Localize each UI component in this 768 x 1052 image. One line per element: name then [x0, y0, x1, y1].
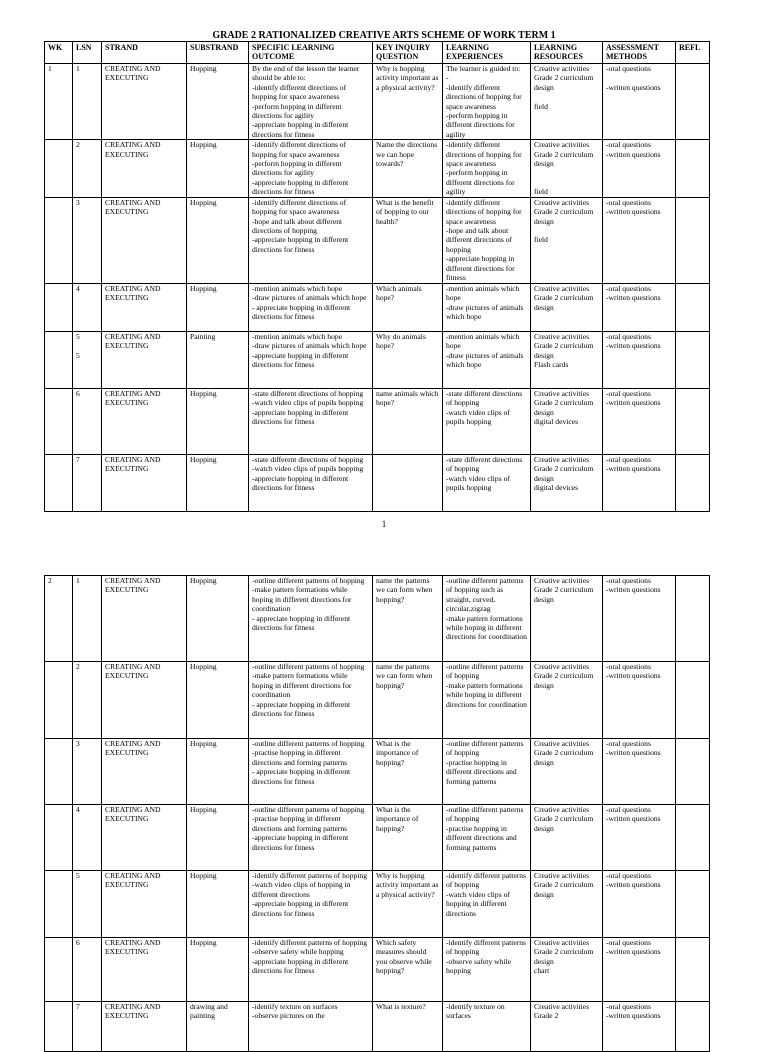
cell-learning-resources: Creative activities Grade 2 curriculum design — [531, 871, 603, 938]
cell-week: 1 — [45, 64, 73, 140]
cell-assessment-methods: -oral questions -written questions — [603, 64, 676, 140]
cell-strand: CREATING AND EXECUTING — [102, 576, 187, 662]
table-row — [45, 331, 710, 388]
table-row — [45, 140, 710, 197]
cell-learning-resources: Creative activities Grade 2 curriculum design digital devices — [531, 454, 603, 511]
cell-reflection — [676, 64, 710, 140]
cell-week: 2 — [45, 576, 73, 662]
cell-strand: CREATING AND EXECUTING — [102, 388, 187, 454]
cell-strand: CREATING AND EXECUTING — [102, 331, 187, 388]
cell-learning-outcome: -outline different patterns of hopping -make pattern formations while hoping in different directions for coordination - appreciate hopping in different directions for fitness — [249, 576, 373, 662]
cell-strand: CREATING AND EXECUTING — [102, 140, 187, 197]
cell-lesson: 5 — [73, 871, 102, 938]
cell-learning-experiences: -outline different patterns of hopping -make pattern formations while hoping in different directions for coordination — [443, 662, 531, 739]
cell-learning-resources: Creative activities Grade 2 curriculum design field — [531, 64, 603, 140]
cell-week — [45, 331, 73, 388]
cell-lesson: 2 — [73, 140, 102, 197]
cell-substrand: Hopping — [187, 283, 249, 331]
cell-learning-experiences: -identify different patterns of hopping -watch video clips of hopping in different directions — [443, 871, 531, 938]
cell-inquiry-question: Why is hopping activity important as a physical activity? — [373, 64, 443, 140]
cell-learning-experiences: -identify different patterns of hopping -observe safety while hopping — [443, 938, 531, 1002]
cell-strand: CREATING AND EXECUTING — [102, 662, 187, 739]
cell-learning-outcome: -identify different directions of hopping for space awareness -perform hopping in different directions for agility -appreciate hopping in different directions for fitness — [249, 140, 373, 197]
cell-substrand: Hopping — [187, 140, 249, 197]
cell-learning-resources: Creative activities Grade 2 curriculum design Flash cards — [531, 331, 603, 388]
cell-assessment-methods: -oral questions -written questions — [603, 805, 676, 871]
cell-substrand: Painting — [187, 331, 249, 388]
cell-lesson: 6 — [73, 388, 102, 454]
cell-learning-experiences: -outline different patterns of hopping -practise hopping in different directions and forming patterns — [443, 739, 531, 805]
cell-learning-resources: Creative activities Grade 2 curriculum design — [531, 739, 603, 805]
cell-learning-outcome: -identify texture on surfaces -observe pictures on the — [249, 1002, 373, 1052]
cell-learning-resources: Creative activities Grade 2 curriculum design field — [531, 197, 603, 283]
cell-substrand: Hopping — [187, 64, 249, 140]
cell-learning-outcome: By the end of the lesson the learner should be able to: -identify different directions of hopping for space awareness -perform hopping in different directions for agility -appreciate hopping in different directions for fitness — [249, 64, 373, 140]
page-title: GRADE 2 RATIONALIZED CREATIVE ARTS SCHEME OF WORK TERM 1 — [212, 30, 556, 41]
cell-reflection — [676, 871, 710, 938]
cell-substrand: Hopping — [187, 662, 249, 739]
cell-substrand: Hopping — [187, 805, 249, 871]
cell-assessment-methods: -oral questions -written questions — [603, 662, 676, 739]
cell-learning-outcome: -mention animals which hope -draw pictures of animals which hope - appreciate hopping in different directions for fitness — [249, 283, 373, 331]
cell-learning-experiences: -mention animals which hope -draw pictures of animals which hope — [443, 331, 531, 388]
cell-inquiry-question: What is texture? — [373, 1002, 443, 1052]
cell-week — [45, 871, 73, 938]
cell-inquiry-question — [373, 454, 443, 511]
table-row — [45, 871, 710, 938]
cell-week — [45, 1002, 73, 1052]
header-learning-resources: LEARNING RESOURCES — [531, 42, 603, 64]
cell-strand: CREATING AND EXECUTING — [102, 805, 187, 871]
cell-substrand: Hopping — [187, 197, 249, 283]
cell-inquiry-question: Name the directions we can hope towards? — [373, 140, 443, 197]
cell-learning-experiences: -mention animals which hope -draw pictures of animals which hope — [443, 283, 531, 331]
cell-reflection — [676, 388, 710, 454]
header-inquiry-question: KEY INQUIRY QUESTION — [373, 42, 443, 64]
cell-learning-resources: Creative activities Grade 2 curriculum design — [531, 576, 603, 662]
table-row — [45, 938, 710, 1002]
cell-inquiry-question: Why is hopping activity important as a physical activity? — [373, 871, 443, 938]
cell-assessment-methods: -oral questions -written questions — [603, 739, 676, 805]
cell-reflection — [676, 938, 710, 1002]
cell-lesson: 4 — [73, 805, 102, 871]
header-substrand: SUBSTRAND — [187, 42, 249, 64]
header-lsn: LSN — [73, 42, 102, 64]
cell-substrand: Hopping — [187, 454, 249, 511]
cell-inquiry-question: name animals which hope? — [373, 388, 443, 454]
cell-learning-outcome: -outline different patterns of hopping -make pattern formations while hoping in different directions for coordination - appreciate hopping in different directions for fitness — [249, 662, 373, 739]
header-reflection: REFL — [676, 42, 710, 64]
cell-inquiry-question: name the patterns we can form when hopping? — [373, 576, 443, 662]
cell-lesson: 3 — [73, 739, 102, 805]
cell-learning-outcome: -state different directions of hopping -watch video clips of pupils hopping -appreciate hopping in different directions for fitness — [249, 388, 373, 454]
header-learning-outcome: SPECIFIC LEARNING OUTCOME — [249, 42, 373, 64]
cell-week — [45, 197, 73, 283]
cell-lesson: 7 — [73, 1002, 102, 1052]
cell-lesson: 2 — [73, 662, 102, 739]
cell-learning-outcome: -outline different patterns of hopping -practise hopping in different directions and forming patterns -appreciate hopping in different directions for fitness — [249, 805, 373, 871]
cell-learning-resources: Creative activities Grade 2 curriculum design — [531, 283, 603, 331]
cell-learning-outcome: -identify different patterns of hopping -observe safety while hopping -appreciate hopping in different directions for fitness — [249, 938, 373, 1002]
cell-reflection — [676, 662, 710, 739]
cell-learning-experiences: -outline different patterns of hopping -practise hopping in different directions and forming patterns — [443, 805, 531, 871]
header-wk: WK — [45, 42, 73, 64]
table-row — [45, 64, 710, 140]
cell-inquiry-question: Which safety measures should you observe while hopping? — [373, 938, 443, 1002]
table-row — [45, 662, 710, 739]
cell-learning-experiences: -outline different patterns of hopping such as straight, curved, circular,zigzag -make pattern formations while hoping in different directions for coordination — [443, 576, 531, 662]
cell-substrand: Hopping — [187, 871, 249, 938]
cell-strand: CREATING AND EXECUTING — [102, 64, 187, 140]
cell-assessment-methods: -oral questions -written questions — [603, 140, 676, 197]
scheme-table-week-2 — [44, 575, 710, 1052]
cell-strand: CREATING AND EXECUTING — [102, 197, 187, 283]
cell-inquiry-question: name the patterns we can form when hopping? — [373, 662, 443, 739]
cell-learning-outcome: -identify different patterns of hopping -watch video clips of hopping in different directions -appreciate hopping in different directions for fitness — [249, 871, 373, 938]
cell-substrand: drawing and painting — [187, 1002, 249, 1052]
cell-assessment-methods: -oral questions -written questions — [603, 331, 676, 388]
cell-substrand: Hopping — [187, 739, 249, 805]
scheme-table-week-1 — [44, 41, 710, 512]
table-row — [45, 576, 710, 662]
cell-strand: CREATING AND EXECUTING — [102, 454, 187, 511]
cell-lesson: 3 — [73, 197, 102, 283]
cell-learning-resources: Creative activities Grade 2 curriculum design chart — [531, 938, 603, 1002]
header-strand: STRAND — [102, 42, 187, 64]
cell-learning-experiences: -identify texture on surfaces — [443, 1002, 531, 1052]
table-row — [45, 1002, 710, 1052]
cell-learning-experiences: -identify different directions of hopping for space awareness -hope and talk about different directions of hopping -appreciate hopping in different directions for fitness — [443, 197, 531, 283]
cell-week — [45, 388, 73, 454]
cell-week — [45, 140, 73, 197]
cell-learning-resources: Creative activities Grade 2 curriculum design field — [531, 140, 603, 197]
cell-strand: CREATING AND EXECUTING — [102, 1002, 187, 1052]
cell-reflection — [676, 283, 710, 331]
cell-strand: CREATING AND EXECUTING — [102, 871, 187, 938]
cell-assessment-methods: -oral questions -written questions — [603, 283, 676, 331]
cell-lesson: 1 — [73, 576, 102, 662]
cell-week — [45, 283, 73, 331]
cell-lesson: 6 — [73, 938, 102, 1002]
cell-reflection — [676, 197, 710, 283]
cell-assessment-methods: -oral questions -written questions — [603, 388, 676, 454]
cell-reflection — [676, 454, 710, 511]
cell-lesson: 5 5 — [73, 331, 102, 388]
cell-strand: CREATING AND EXECUTING — [102, 283, 187, 331]
cell-inquiry-question: What is the importance of hopping? — [373, 739, 443, 805]
table-header-row — [45, 42, 710, 64]
cell-assessment-methods: -oral questions -written questions — [603, 454, 676, 511]
cell-learning-outcome: -identify different directions of hopping for space awareness -hope and talk about different directions of hopping -appreciate hopping in different directions for fitness — [249, 197, 373, 283]
cell-assessment-methods: -oral questions -written questions — [603, 871, 676, 938]
cell-assessment-methods: -oral questions -written questions — [603, 576, 676, 662]
cell-assessment-methods: -oral questions -written questions — [603, 1002, 676, 1052]
page-number: 1 — [381, 519, 387, 529]
cell-substrand: Hopping — [187, 938, 249, 1002]
cell-lesson: 7 — [73, 454, 102, 511]
cell-learning-resources: Creative activities Grade 2 curriculum design — [531, 662, 603, 739]
cell-inquiry-question: Which animals hope? — [373, 283, 443, 331]
cell-learning-experiences: -identify different directions of hopping for space awareness -perform hopping in different directions for agility — [443, 140, 531, 197]
table-row — [45, 454, 710, 511]
cell-reflection — [676, 805, 710, 871]
cell-strand: CREATING AND EXECUTING — [102, 938, 187, 1002]
cell-learning-experiences: -state different directions of hopping -watch video clips of pupils hopping — [443, 388, 531, 454]
cell-reflection — [676, 1002, 710, 1052]
cell-week — [45, 454, 73, 511]
table-row — [45, 805, 710, 871]
cell-inquiry-question: What is the benefit of hopping to our health? — [373, 197, 443, 283]
cell-reflection — [676, 140, 710, 197]
table-row — [45, 388, 710, 454]
cell-reflection — [676, 576, 710, 662]
cell-substrand: Hopping — [187, 388, 249, 454]
cell-substrand: Hopping — [187, 576, 249, 662]
cell-inquiry-question: Why do animals hope? — [373, 331, 443, 388]
cell-learning-resources: Creative activities Grade 2 curriculum design digital devices — [531, 388, 603, 454]
table-row — [45, 197, 710, 283]
cell-reflection — [676, 331, 710, 388]
cell-strand: CREATING AND EXECUTING — [102, 739, 187, 805]
cell-learning-experiences: -state different directions of hopping -watch video clips of pupils hopping — [443, 454, 531, 511]
cell-learning-outcome: -state different directions of hopping -watch video clips of pupils hopping -appreciate hopping in different directions for fitness — [249, 454, 373, 511]
cell-learning-experiences: The learner is guided to: - -identify different directions of hopping for space awareness -perform hopping in different directions for agility — [443, 64, 531, 140]
cell-learning-resources: Creative activities Grade 2 curriculum design — [531, 805, 603, 871]
header-assessment-methods: ASSESSMENT METHODS — [603, 42, 676, 64]
table-row — [45, 739, 710, 805]
cell-assessment-methods: -oral questions -written questions — [603, 197, 676, 283]
cell-lesson: 4 — [73, 283, 102, 331]
cell-lesson: 1 — [73, 64, 102, 140]
header-learning-experiences: LEARNING EXPERIENCES — [443, 42, 531, 64]
cell-reflection — [676, 739, 710, 805]
table-row — [45, 283, 710, 331]
cell-learning-outcome: -mention animals which hope -draw pictures of animals which hope -appreciate hopping in different directions for fitness — [249, 331, 373, 388]
cell-week — [45, 938, 73, 1002]
cell-learning-resources: Creative activities Grade 2 — [531, 1002, 603, 1052]
cell-learning-outcome: -outline different patterns of hopping -practise hopping in different directions and forming patterns - appreciate hopping in different directions for fitness — [249, 739, 373, 805]
cell-week — [45, 739, 73, 805]
cell-week — [45, 662, 73, 739]
cell-assessment-methods: -oral questions -written questions — [603, 938, 676, 1002]
cell-inquiry-question: What is the importance of hopping? — [373, 805, 443, 871]
cell-week — [45, 805, 73, 871]
